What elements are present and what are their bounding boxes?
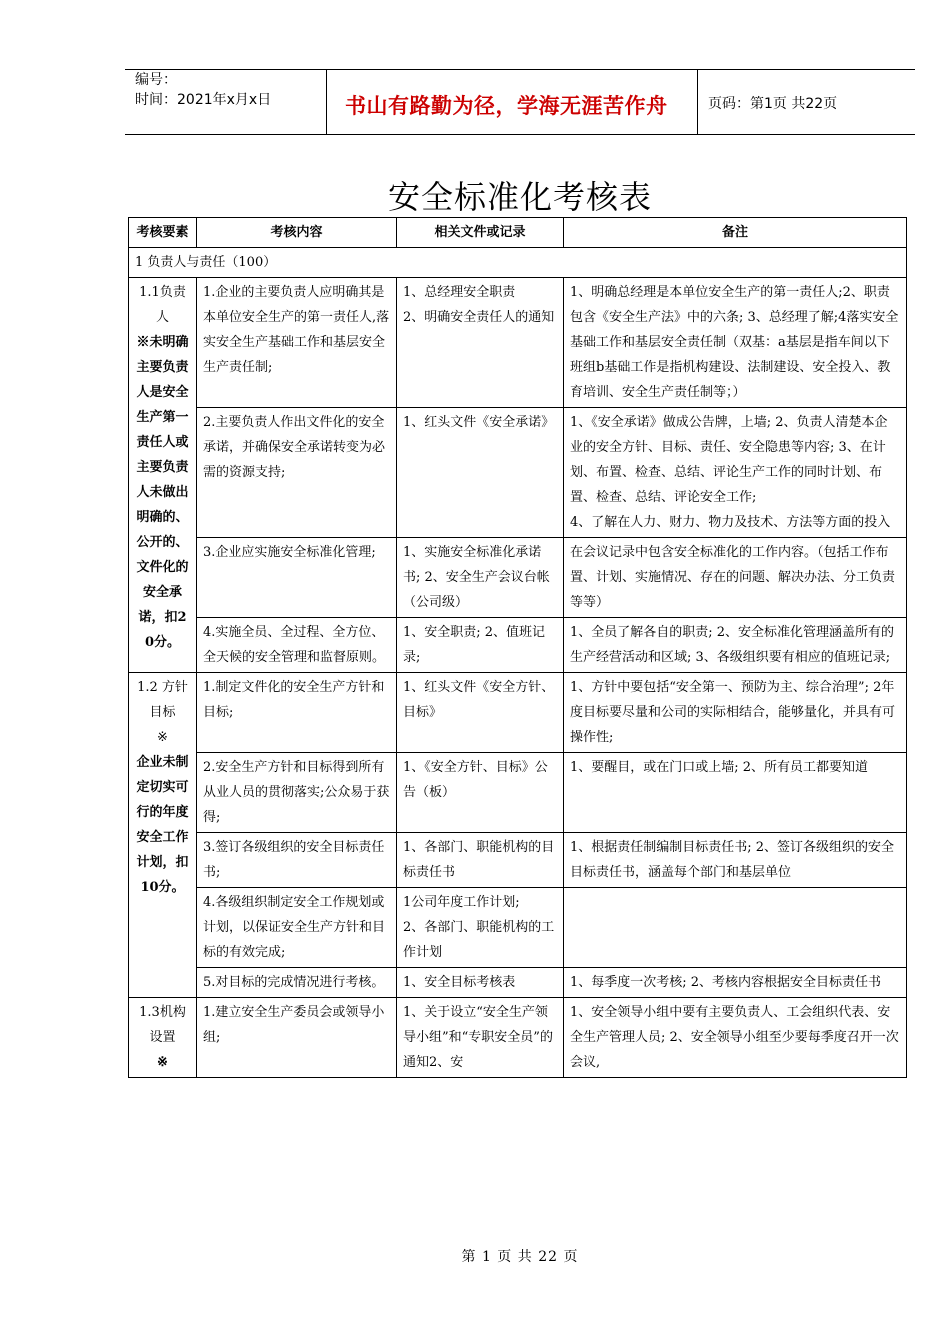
element-note-mark: ※ — [157, 730, 168, 745]
table-row — [129, 673, 907, 753]
page-number-label: 页码：第1页 共22页 — [708, 96, 838, 112]
content-cell: 4.实施全员、全过程、全方位、全天候的安全管理和监督原则。 — [197, 618, 397, 673]
section-row — [129, 248, 907, 278]
documents-cell: 1、总经理安全职责 2、明确安全责任人的通知 — [397, 278, 564, 408]
page-footer: 第 1 页 共 22 页 — [461, 1249, 579, 1265]
content-cell: 3.企业应实施安全标准化管理; — [197, 538, 397, 618]
remarks-cell: 1、全员了解各自的职责; 2、安全标准化管理涵盖所有的生产经营活动和区域; 3、各级组织要有相应的值班记录; — [564, 618, 907, 673]
remarks-cell: 在会议记录中包含安全标准化的工作内容。（包括工作布置、计划、实施情况、存在的问题、解决办法、分工负责等等） — [564, 538, 907, 618]
content-cell: 1.建立安全生产委员会或领导小组; — [197, 998, 397, 1078]
table-row — [129, 278, 907, 408]
serial-number-label: 编号： — [135, 72, 177, 88]
documents-cell: 1公司年度工作计划; 2、各部门、职能机构的工作计划 — [397, 888, 564, 968]
content-cell: 2.安全生产方针和目标得到所有从业人员的贯彻落实;公众易于获得; — [197, 753, 397, 833]
documents-cell: 1、红头文件《安全方针、目标》 — [397, 673, 564, 753]
content-cell: 1.制定文件化的安全生产方针和目标; — [197, 673, 397, 753]
assessment-table — [128, 217, 907, 1078]
documents-cell: 1、各部门、职能机构的目标责任书 — [397, 833, 564, 888]
table-row — [129, 888, 907, 968]
content-cell: 2.主要负责人作出文件化的安全承诺，并确保安全承诺转变为必需的资源支持; — [197, 408, 397, 538]
content-cell: 3.签订各级组织的安全目标责任书; — [197, 833, 397, 888]
content-cell: 5.对目标的完成情况进行考核。 — [197, 968, 397, 998]
content-cell: 1.企业的主要负责人应明确其是本单位安全生产的第一责任人,落实安全生产基础工作和基层安全生产责任制; — [197, 278, 397, 408]
remarks-cell: 1、要醒目，或在门口或上墙; 2、所有员工都要知道 — [564, 753, 907, 833]
documents-cell: 1、安全目标考核表 — [397, 968, 564, 998]
content-cell: 4.各级组织制定安全工作规划或计划，以保证安全生产方针和目标的有效完成; — [197, 888, 397, 968]
document-title: 安全标准化考核表 — [387, 178, 652, 216]
remarks-cell: 1、《安全承诺》做成公告牌，上墙; 2、负责人清楚本企业的安全方针、目标、责任、安全隐患等内容; 3、在计划、布置、检查、总结、评论生产工作的同时计划、布置、检查、总结、评论安全工作; 4、了解在人力、财力、物力及技术、方法等方面的投入 — [564, 408, 907, 538]
element-cell-1-2 — [129, 673, 197, 998]
element-name: 1.2 方针目标 — [137, 680, 188, 720]
table-header-row — [129, 218, 907, 248]
table-row — [129, 968, 907, 998]
documents-cell: 1、《安全方针、目标》公告（板） — [397, 753, 564, 833]
column-header-content: 考核内容 — [197, 218, 397, 248]
documents-cell: 1、关于设立“安全生产领导小组”和“专职安全员”的通知2、安 — [397, 998, 564, 1078]
remarks-cell: 1、方针中要包括“安全第一、预防为主、综合治理”; 2年度目标要尽量和公司的实际相结合，能够量化，并具有可操作性; — [564, 673, 907, 753]
documents-cell: 1、红头文件《安全承诺》 — [397, 408, 564, 538]
table-row — [129, 753, 907, 833]
element-note-mark: ※ — [157, 1055, 168, 1070]
section-title: 1 负责人与责任（100） — [129, 248, 907, 278]
header-bottom-rule — [125, 134, 915, 135]
header-top-rule — [125, 69, 915, 70]
header-divider-right — [697, 70, 698, 134]
column-header-element: 考核要素 — [129, 218, 197, 248]
table-row — [129, 538, 907, 618]
element-name: 1.3机构设置 — [139, 1005, 186, 1045]
remarks-cell — [564, 888, 907, 968]
remarks-cell: 1、明确总经理是本单位安全生产的第一责任人;2、职责包含《安全生产法》中的六条; 3、总经理了解;4落实安全基础工作和基层安全责任制（双基：a基层是指车间以下班组b基础工作是指机构建设、法制建设、安全投入、教育培训、安全生产责任制等；） — [564, 278, 907, 408]
header-divider-left — [326, 70, 327, 134]
time-label: 时间：2021年x月x日 — [135, 92, 272, 108]
remarks-cell: 1、根据责任制编制目标责任书; 2、签订各级组织的安全目标责任书，涵盖每个部门和基层单位 — [564, 833, 907, 888]
motto: 书山有路勤为径，学海无涯苦作舟 — [345, 93, 668, 118]
column-header-documents: 相关文件或记录 — [397, 218, 564, 248]
table-row — [129, 408, 907, 538]
element-cell-1-3 — [129, 998, 197, 1078]
table-row — [129, 618, 907, 673]
element-name: 1.1负责人 — [139, 285, 186, 325]
element-cell-1-1 — [129, 278, 197, 673]
element-deduction-note: 企业未制定切实可行的年度安全工作计划，扣10分。 — [136, 755, 189, 895]
remarks-cell: 1、每季度一次考核; 2、考核内容根据安全目标责任书 — [564, 968, 907, 998]
table-row — [129, 998, 907, 1078]
documents-cell: 1、安全职责; 2、值班记录; — [397, 618, 564, 673]
column-header-remarks: 备注 — [564, 218, 907, 248]
remarks-cell: 1、安全领导小组中要有主要负责人、工会组织代表、安全生产管理人员; 2、安全领导小组至少要每季度召开一次会议, — [564, 998, 907, 1078]
table-row — [129, 833, 907, 888]
element-deduction-note: ※未明确主要负责人是安全生产第一责任人或主要负责人未做出明确的、公开的、文件化的安全承诺，扣20分。 — [136, 335, 189, 650]
documents-cell: 1、实施安全标准化承诺书; 2、安全生产会议台帐（公司级） — [397, 538, 564, 618]
